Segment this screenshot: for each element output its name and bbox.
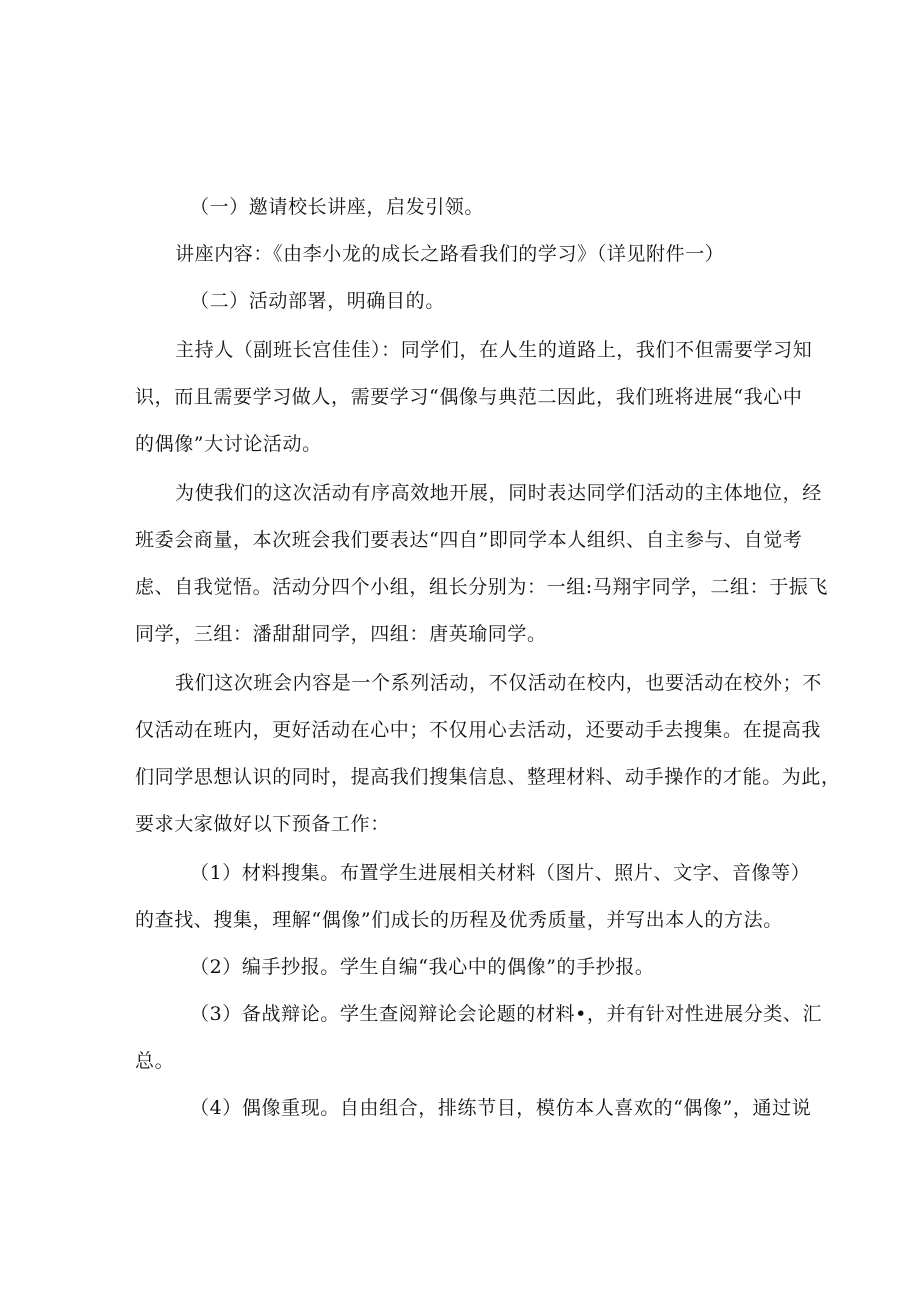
paragraph-line: 为使我们的这次活动有序高效地开展，同时表达同学们活动的主体地位，经 (175, 482, 822, 504)
list-item-line: 总。 (135, 1050, 175, 1072)
lecture-content-line: 讲座内容：《由李小龙的成长之路看我们的学习》（详见附件一） (175, 243, 725, 265)
paragraph-line: 的偶像”大讨论活动。 (135, 433, 322, 455)
paragraph-line: 我们这次班会内容是一个系列活动，不仅活动在校内，也要活动在校外；不 (175, 672, 822, 694)
section-heading-2: （二）活动部署，明确目的。 (190, 290, 445, 312)
paragraph-line: 仅活动在班内，更好活动在心中；不仅用心去活动，还要动手去搜集。在提高我 (135, 719, 822, 741)
paragraph-line: 班委会商量，本次班会我们要表达“四自”即同学本人组织、自主参与、自觉考 (135, 529, 803, 551)
paragraph-line: 识，而且需要学习做人，需要学习“偶像与典范二因此，我们班将进展“我心中 (135, 386, 803, 408)
list-item-line: （1）材料搜集。布置学生进展相关材料（图片、照片、文字、音像等） (190, 862, 811, 884)
list-item-line: （3）备战辩论。学生查阅辩论会论题的材料•，并有针对性进展分类、汇 (190, 1003, 823, 1025)
paragraph-line: 要求大家做好以下预备工作： (135, 813, 390, 835)
paragraph-line: 们同学思想认识的同时，提高我们搜集信息、整理材料、动手操作的才能。为此， (135, 766, 841, 788)
section-heading-1: （一）邀请校长讲座，启发引领。 (190, 196, 485, 218)
list-item-line: 的查找、搜集，理解“偶像”们成长的历程及优秀质量，并写出本人的方法。 (135, 909, 783, 931)
paragraph-line: 主持人（副班长宫佳佳）：同学们，在人生的道路上，我们不但需要学习知 (175, 339, 813, 361)
list-item-line: （4）偶像重现。自由组合，排练节目，模仿本人喜欢的“偶像”，通过说 (190, 1097, 812, 1119)
paragraph-line: 虑、自我觉悟。活动分四个小组，组长分别为：一组:马翔宇同学，二组：于振飞 (135, 576, 829, 598)
paragraph-line: 同学，三组：潘甜甜同学，四组：唐英瑜同学。 (135, 623, 547, 645)
list-item-line: （2）编手抄报。学生自编“我心中的偶像”的手抄报。 (190, 956, 655, 978)
